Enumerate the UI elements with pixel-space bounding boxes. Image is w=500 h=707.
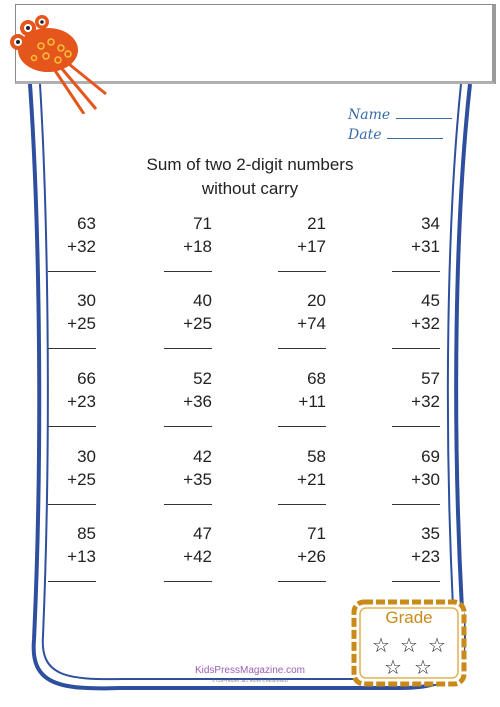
addend-top: 45 [421, 291, 440, 310]
star-icon[interactable]: ☆ [384, 657, 402, 679]
grade-label: Grade [385, 608, 433, 627]
addend-bottom: +42 [183, 547, 212, 566]
answer-line[interactable] [164, 348, 212, 349]
addend-top: 71 [193, 214, 212, 233]
addend-bottom: +18 [183, 237, 212, 256]
addend-top: 42 [193, 447, 212, 466]
addend-top: 57 [421, 369, 440, 388]
answer-line[interactable] [48, 348, 96, 349]
mascot-icon [6, 14, 116, 114]
addition-problem [390, 367, 440, 427]
addition-problem [276, 289, 326, 349]
addition-problem [162, 445, 212, 505]
answer-line[interactable] [278, 504, 326, 505]
page-title: Sum of two 2-digit numbers [146, 155, 354, 174]
answer-line[interactable] [392, 426, 440, 427]
page-subtitle: without carry [201, 179, 299, 198]
addition-problem [276, 212, 326, 272]
addition-problem [162, 367, 212, 427]
addend-bottom: +17 [297, 237, 326, 256]
name-label: Name [348, 107, 391, 123]
addend-top: 69 [421, 447, 440, 466]
star-icon[interactable]: ☆ [400, 635, 418, 657]
addend-top: 40 [193, 291, 212, 310]
addend-bottom: +32 [411, 314, 440, 333]
answer-line[interactable] [278, 348, 326, 349]
addend-top: 47 [193, 524, 212, 543]
answer-line[interactable] [164, 504, 212, 505]
addend-top: 63 [77, 214, 96, 233]
addend-bottom: +35 [183, 470, 212, 489]
answer-line[interactable] [278, 271, 326, 272]
addition-problem [390, 289, 440, 349]
answer-line[interactable] [392, 271, 440, 272]
addend-bottom: +23 [67, 392, 96, 411]
date-blank-line [387, 126, 443, 139]
answer-line[interactable] [392, 581, 440, 582]
addend-bottom: +30 [411, 470, 440, 489]
addend-top: 30 [77, 447, 96, 466]
addend-top: 21 [307, 214, 326, 233]
addition-problem [162, 212, 212, 272]
star-icon[interactable]: ☆ [428, 635, 446, 657]
addend-bottom: +32 [411, 392, 440, 411]
addend-bottom: +13 [67, 547, 96, 566]
name-field[interactable] [348, 106, 452, 123]
date-label: Date [348, 127, 382, 143]
addition-problem [390, 445, 440, 505]
answer-line[interactable] [392, 348, 440, 349]
addend-top: 71 [307, 524, 326, 543]
addition-problem [162, 522, 212, 582]
addend-top: 20 [307, 291, 326, 310]
addition-problem [276, 367, 326, 427]
answer-line[interactable] [278, 581, 326, 582]
addend-top: 30 [77, 291, 96, 310]
answer-line[interactable] [48, 581, 96, 582]
addend-top: 68 [307, 369, 326, 388]
addend-bottom: +36 [183, 392, 212, 411]
addend-bottom: +25 [183, 314, 212, 333]
addition-problem [46, 212, 96, 272]
answer-line[interactable] [48, 271, 96, 272]
addition-problem [46, 289, 96, 349]
star-icon[interactable]: ☆ [414, 657, 432, 679]
addition-problem [46, 522, 96, 582]
addend-bottom: +23 [411, 547, 440, 566]
addend-bottom: +26 [297, 547, 326, 566]
answer-line[interactable] [48, 426, 96, 427]
addend-bottom: +25 [67, 314, 96, 333]
addend-top: 35 [421, 524, 440, 543]
addend-bottom: +11 [298, 392, 326, 411]
addend-bottom: +21 [297, 470, 326, 489]
addend-top: 52 [193, 369, 212, 388]
footer-copyright: © COPYRIGHT. ALL RIGHTS RESERVED [212, 678, 288, 683]
answer-line[interactable] [278, 426, 326, 427]
answer-line[interactable] [164, 271, 212, 272]
addition-problem [276, 522, 326, 582]
addend-bottom: +32 [67, 237, 96, 256]
addend-bottom: +31 [411, 237, 440, 256]
addend-bottom: +74 [297, 314, 326, 333]
addition-problem [390, 522, 440, 582]
date-field[interactable] [348, 126, 443, 143]
addend-top: 34 [421, 214, 440, 233]
addition-problem [390, 212, 440, 272]
addend-top: 85 [77, 524, 96, 543]
answer-line[interactable] [392, 504, 440, 505]
name-blank-line [396, 106, 452, 119]
answer-line[interactable] [164, 581, 212, 582]
addend-top: 58 [307, 447, 326, 466]
addition-problem [46, 445, 96, 505]
addend-top: 66 [77, 369, 96, 388]
addition-problem [162, 289, 212, 349]
footer-brand[interactable]: KidsPressMagazine.com [194, 665, 306, 676]
addition-problem [276, 445, 326, 505]
answer-line[interactable] [48, 504, 96, 505]
star-icon[interactable]: ☆ [372, 635, 390, 657]
addition-problem [46, 367, 96, 427]
addend-bottom: +25 [67, 470, 96, 489]
answer-line[interactable] [164, 426, 212, 427]
